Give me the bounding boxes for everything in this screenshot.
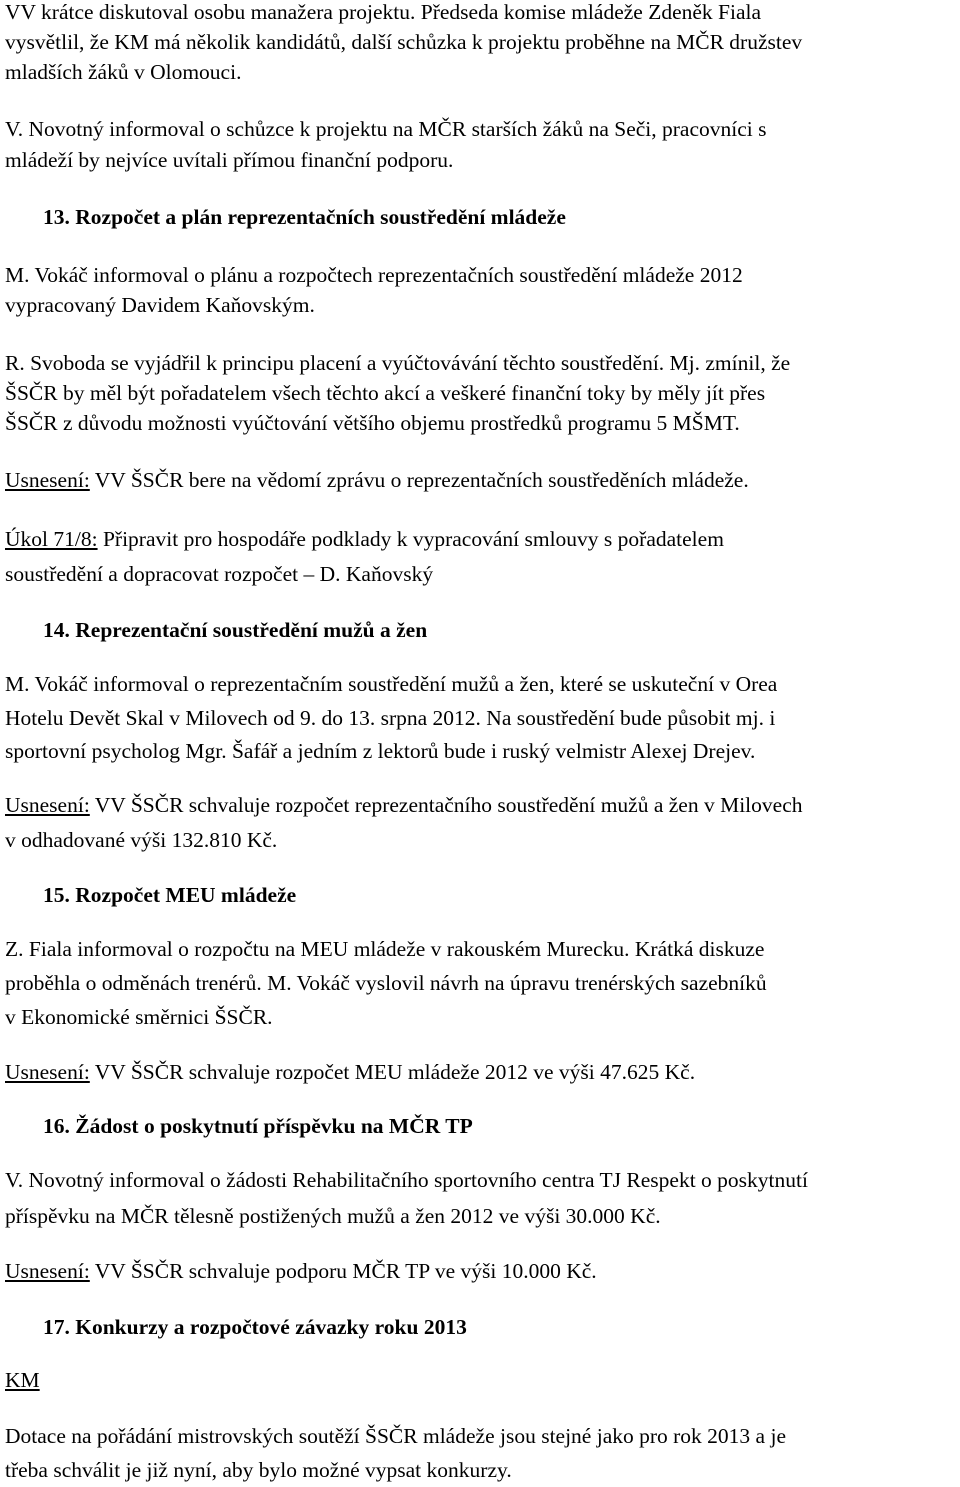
resolution-label: Usnesení: [5,1259,90,1283]
paragraph-line: mládeží by nejvíce uvítali přímou finanční podporu. [5,148,454,172]
paragraph-line: příspěvku na MČR tělesně postižených mužů a žen 2012 ve výši 30.000 Kč. [5,1204,661,1228]
paragraph-line: M. Vokáč informoval o plánu a rozpočtech reprezentačních soustředění mládeže 2012 [5,263,743,287]
paragraph-line: R. Svoboda se vyjádřil k principu placení a vyúčtovávání těchto soustředění. Mj. zmínil, že [5,351,791,375]
paragraph-line: Z. Fiala informoval o rozpočtu na MEU mládeže v rakouském Murecku. Krátká diskuze [5,937,765,961]
paragraph-line: v Ekonomické směrnici ŠSČR. [5,1005,273,1029]
resolution-label: Usnesení: [5,1060,90,1084]
paragraph-line: vysvětlil, že KM má několik kandidátů, další schůzka k projektu proběhne na MČR družstev [5,30,803,54]
paragraph-line: M. Vokáč informoval o reprezentačním soustředění mužů a žen, které se uskuteční v Orea [5,672,778,696]
resolution-line [5,1259,597,1283]
resolution-line [5,468,749,492]
resolution-text: VV ŠSČR bere na vědomí zprávu o reprezentačních soustředěních mládeže. [89,468,749,492]
task-line [5,527,724,551]
paragraph-line: proběhla o odměnách trenérů. M. Vokáč vyslovil návrh na úpravu trenérských sazebníků [5,971,767,995]
task-text: Připravit pro hospodáře podklady k vypracování smlouvy s pořadatelem [97,527,724,551]
paragraph-line: VV krátce diskutoval osobu manažera projektu. Předseda komise mládeže Zdeněk Fiala [5,0,762,24]
resolution-line: v odhadované výši 132.810 Kč. [5,828,278,852]
paragraph-line: V. Novotný informoval o schůzce k projektu na MČR starších žáků na Seči, pracovníci s [5,117,767,141]
resolution-label: Usnesení: [5,468,90,492]
paragraph-line: třeba schválit je již nyní, aby bylo možné vypsat konkurzy. [5,1458,512,1482]
section-17-heading: 17. Konkurzy a rozpočtové závazky roku 2013 [43,1315,467,1339]
section-14-heading: 14. Reprezentační soustředění mužů a žen [43,618,428,642]
task-label: Úkol 71/8: [5,527,98,551]
paragraph-line: Hotelu Devět Skal v Milovech od 9. do 13. srpna 2012. Na soustředění bude působit mj. i [5,706,776,730]
paragraph-line: Dotace na pořádání mistrovských soutěží ŠSČR mládeže jsou stejné jako pro rok 2013 a je [5,1424,786,1448]
paragraph-line: sportovní psycholog Mgr. Šafář a jedním z lektorů bude i ruský velmistr Alexej Drejev. [5,739,756,763]
resolution-line [5,793,803,817]
resolution-line [5,1060,695,1084]
section-13-heading: 13. Rozpočet a plán reprezentačních soustředění mládeže [43,205,566,229]
resolution-text: VV ŠSČR schvaluje podporu MČR TP ve výši 10.000 Kč. [89,1259,597,1283]
paragraph-line: ŠSČR by měl být pořadatelem všech těchto akcí a veškeré finanční toky by měly jít přes [5,381,766,405]
task-line: soustředění a dopracovat rozpočet – D. Kaňovský [5,562,434,586]
resolution-label: Usnesení: [5,793,90,817]
resolution-text: VV ŠSČR schvaluje rozpočet MEU mládeže 2012 ve výši 47.625 Kč. [89,1060,696,1084]
paragraph-line: vypracovaný Davidem Kaňovským. [5,293,315,317]
subsection-label: KM [5,1368,40,1392]
paragraph-line: V. Novotný informoval o žádosti Rehabilitačního sportovního centra TJ Respekt o poskytnutí [5,1168,808,1192]
resolution-text: VV ŠSČR schvaluje rozpočet reprezentačního soustředění mužů a žen v Milovech [89,793,803,817]
section-15-heading: 15. Rozpočet MEU mládeže [43,883,297,907]
section-16-heading: 16. Žádost o poskytnutí příspěvku na MČR TP [43,1114,473,1138]
paragraph-line: ŠSČR z důvodu možnosti vyúčtování většího objemu prostředků programu 5 MŠMT. [5,411,740,435]
paragraph-line: mladších žáků v Olomouci. [5,60,242,84]
